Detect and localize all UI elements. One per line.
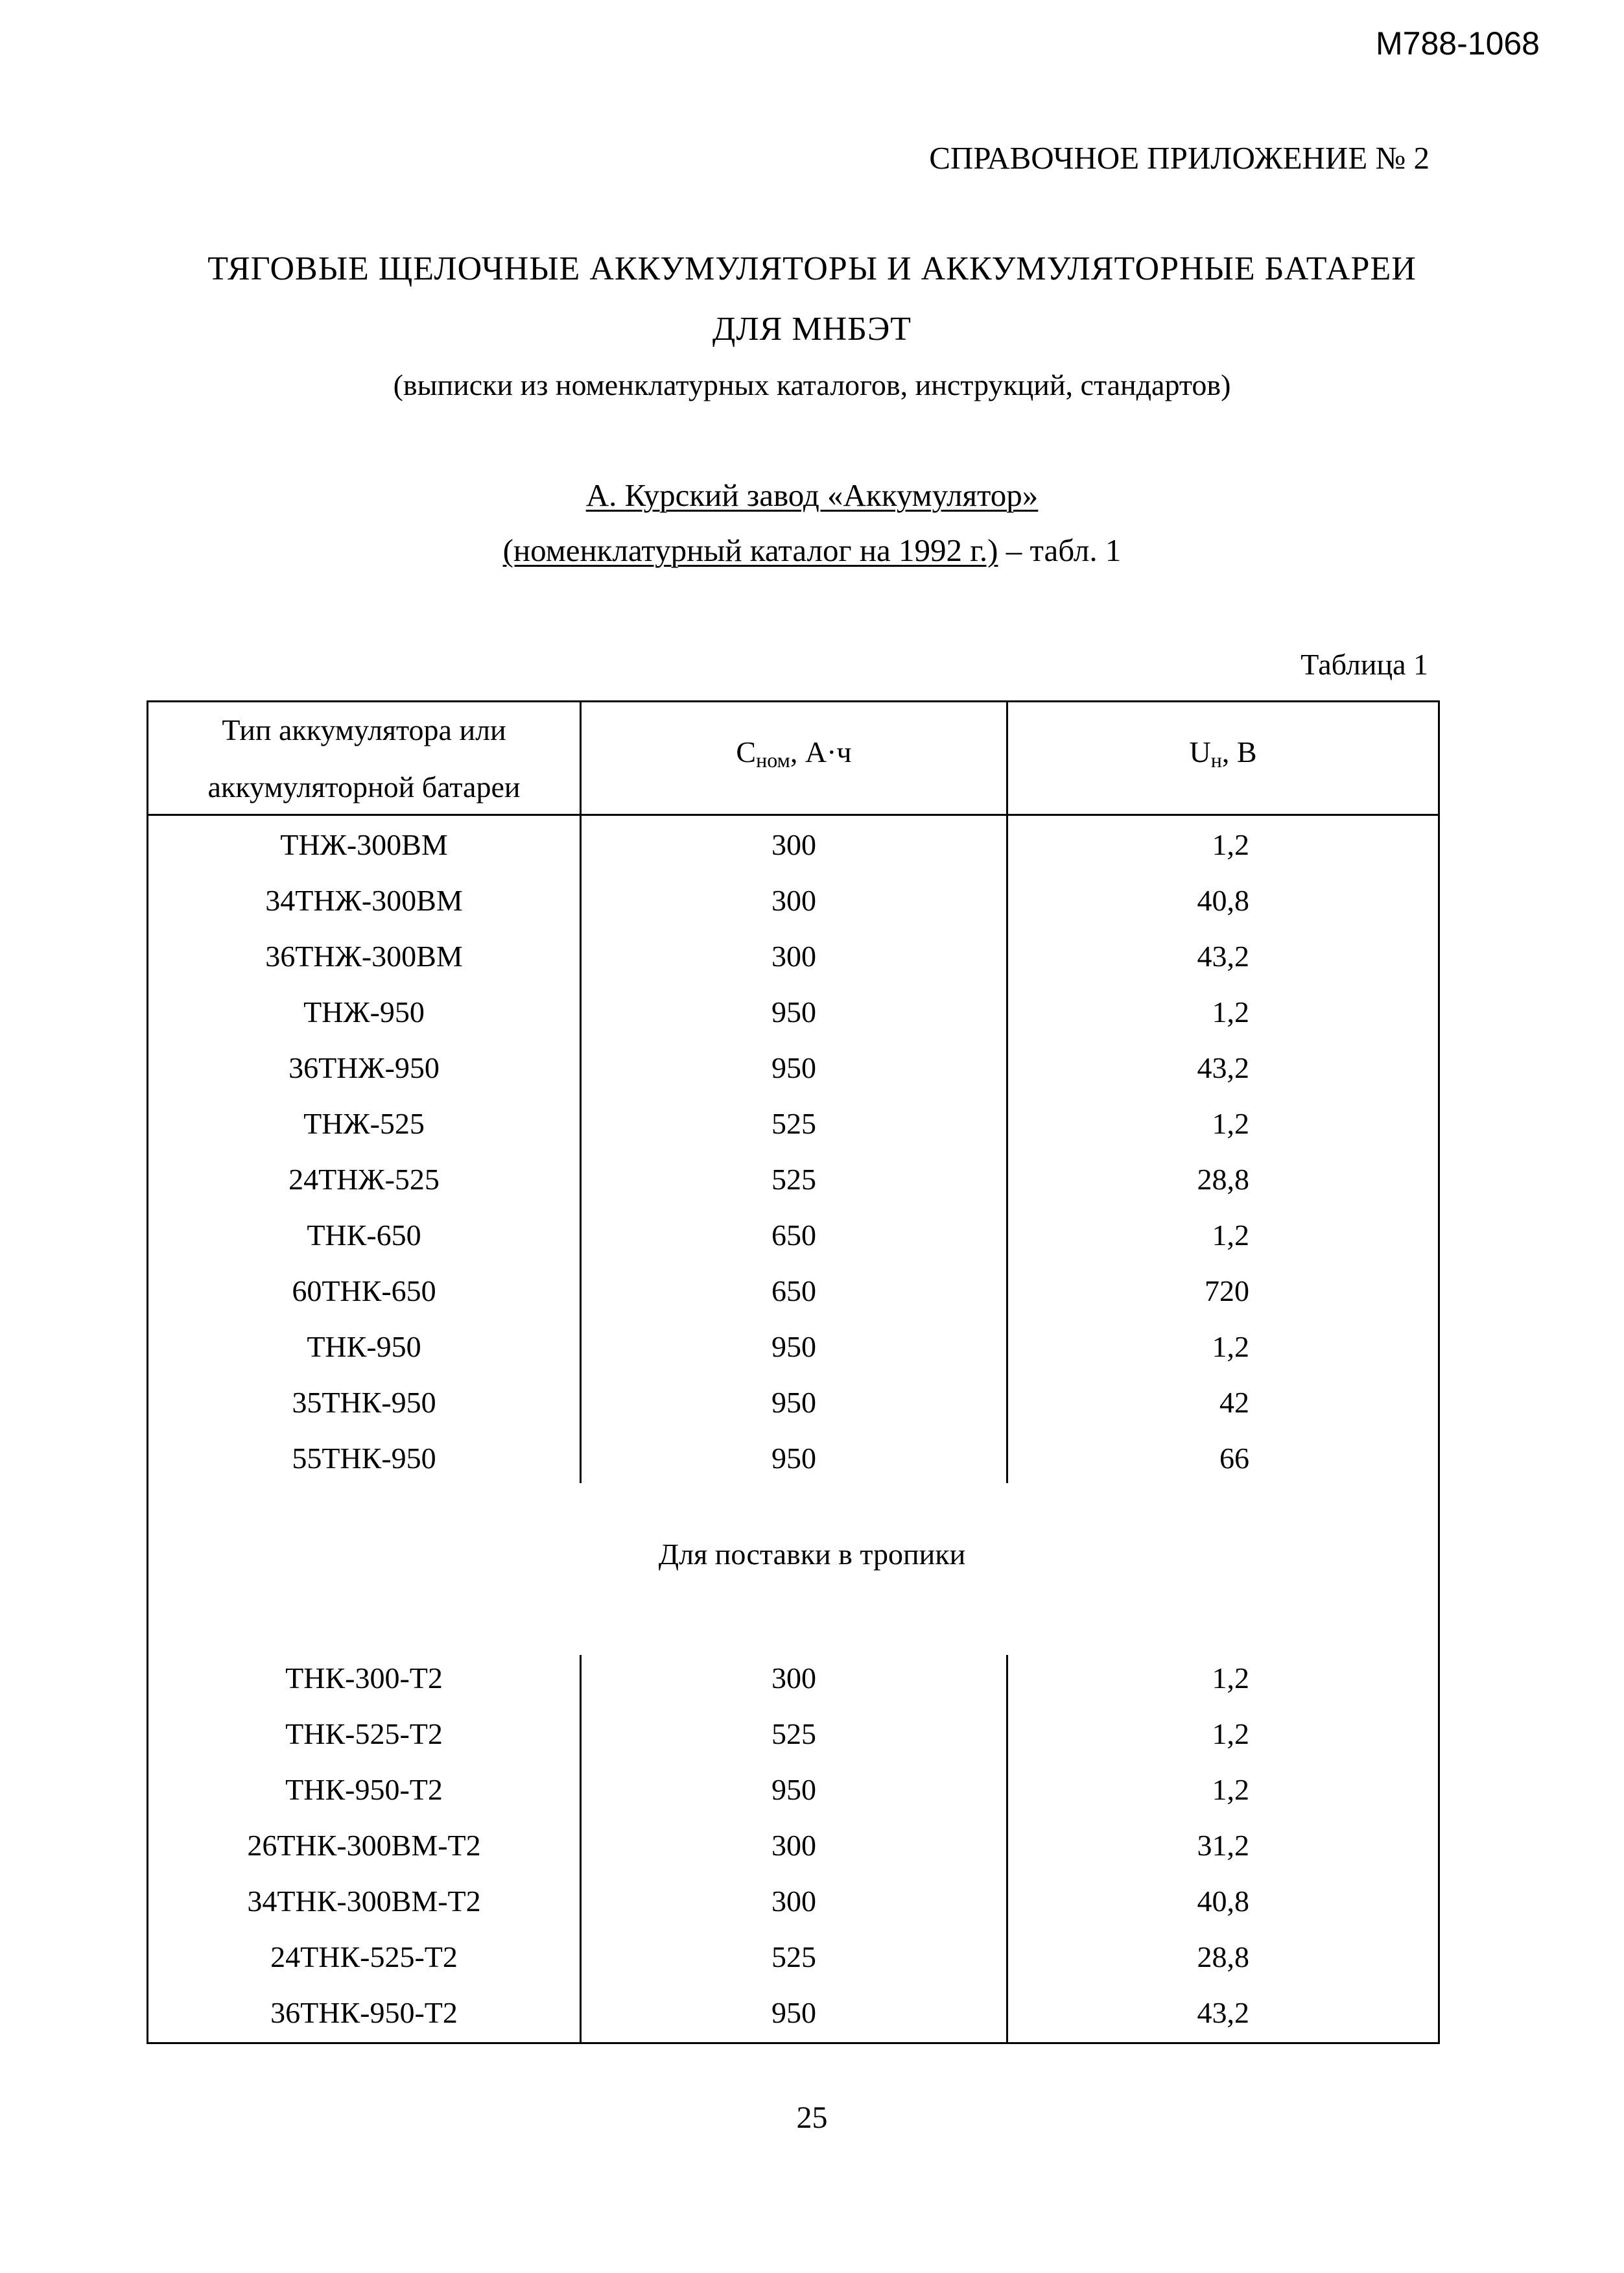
document-code: М788-1068: [1376, 25, 1540, 62]
plant-name: А. Курский завод «Аккумулятор»: [585, 477, 1039, 513]
catalog-table-ref: – табл. 1: [998, 532, 1122, 568]
section-heading: [0, 477, 1624, 514]
header-type: [148, 702, 580, 816]
catalog-name: (номенклатурный каталог на 1992 г.): [502, 532, 998, 568]
table-row: ТНК-950-Т2 950 1,2: [285, 1773, 1249, 1806]
table-row: 36ТНЖ-950 950 43,2: [288, 1051, 1249, 1084]
table-row: 55ТНК-950 950 66: [292, 1442, 1249, 1475]
table-row: ТНК-525-Т2 525 1,2: [285, 1717, 1249, 1750]
title-line-1: ТЯГОВЫЕ ЩЕЛОЧНЫЕ АККУМУЛЯТОРЫ И АККУМУЛЯТОРНЫЕ БАТАРЕИ: [207, 250, 1417, 287]
table-row: 36ТНК-950-Т2 950 43,2: [270, 1996, 1249, 2029]
header-type-line-1: Тип аккумулятора или: [222, 713, 506, 746]
table-row: 35ТНК-950 950 42: [292, 1386, 1249, 1419]
table-row: ТНК-950 950 1,2: [307, 1330, 1249, 1363]
table-row: ТНЖ-525 525 1,2: [303, 1107, 1249, 1140]
table-row: ТНЖ-300ВМ 300 1,2: [280, 828, 1249, 861]
header-voltage: $U_н$, В: [1189, 735, 1257, 772]
title-line-2: ДЛЯ МНБЭТ: [712, 311, 912, 348]
table-row: 26ТНК-300ВМ-Т2 300 31,2: [247, 1829, 1249, 1862]
page-number: 25: [796, 2100, 828, 2135]
table-row: 34ТНК-300ВМ-Т2 300 40,8: [247, 1885, 1249, 1918]
catalog-reference: [0, 532, 1624, 569]
table-row: 24ТНЖ-525 525 28,8: [288, 1163, 1249, 1196]
subtitle: (выписки из номенклатурных каталогов, инструкций, стандартов): [393, 368, 1231, 401]
appendix-heading: СПРАВОЧНОЕ ПРИЛОЖЕНИЕ № 2: [929, 140, 1430, 176]
table-row: ТНК-650 650 1,2: [307, 1219, 1249, 1252]
table-row: ТНЖ-950 950 1,2: [303, 995, 1249, 1029]
table-row: 60ТНК-650 650 720: [292, 1274, 1249, 1307]
table-row: 36ТНЖ-300ВМ 300 43,2: [265, 940, 1249, 973]
table-body-tropics: [148, 1650, 1439, 2041]
table-body-main: [148, 817, 1439, 1486]
header-capacity: $С_{ном}$, А·ч: [736, 735, 852, 772]
table-row: 24ТНК-525-Т2 525 28,8: [270, 1940, 1249, 1973]
table-row: 34ТНЖ-300ВМ 300 40,8: [265, 884, 1249, 917]
table-label: Таблица 1: [1300, 648, 1428, 681]
header-type-line-2: аккумуляторной батареи: [207, 770, 521, 803]
tropics-subheading: Для поставки в тропики: [658, 1538, 966, 1571]
table-row: ТНК-300-Т2 300 1,2: [285, 1661, 1249, 1695]
